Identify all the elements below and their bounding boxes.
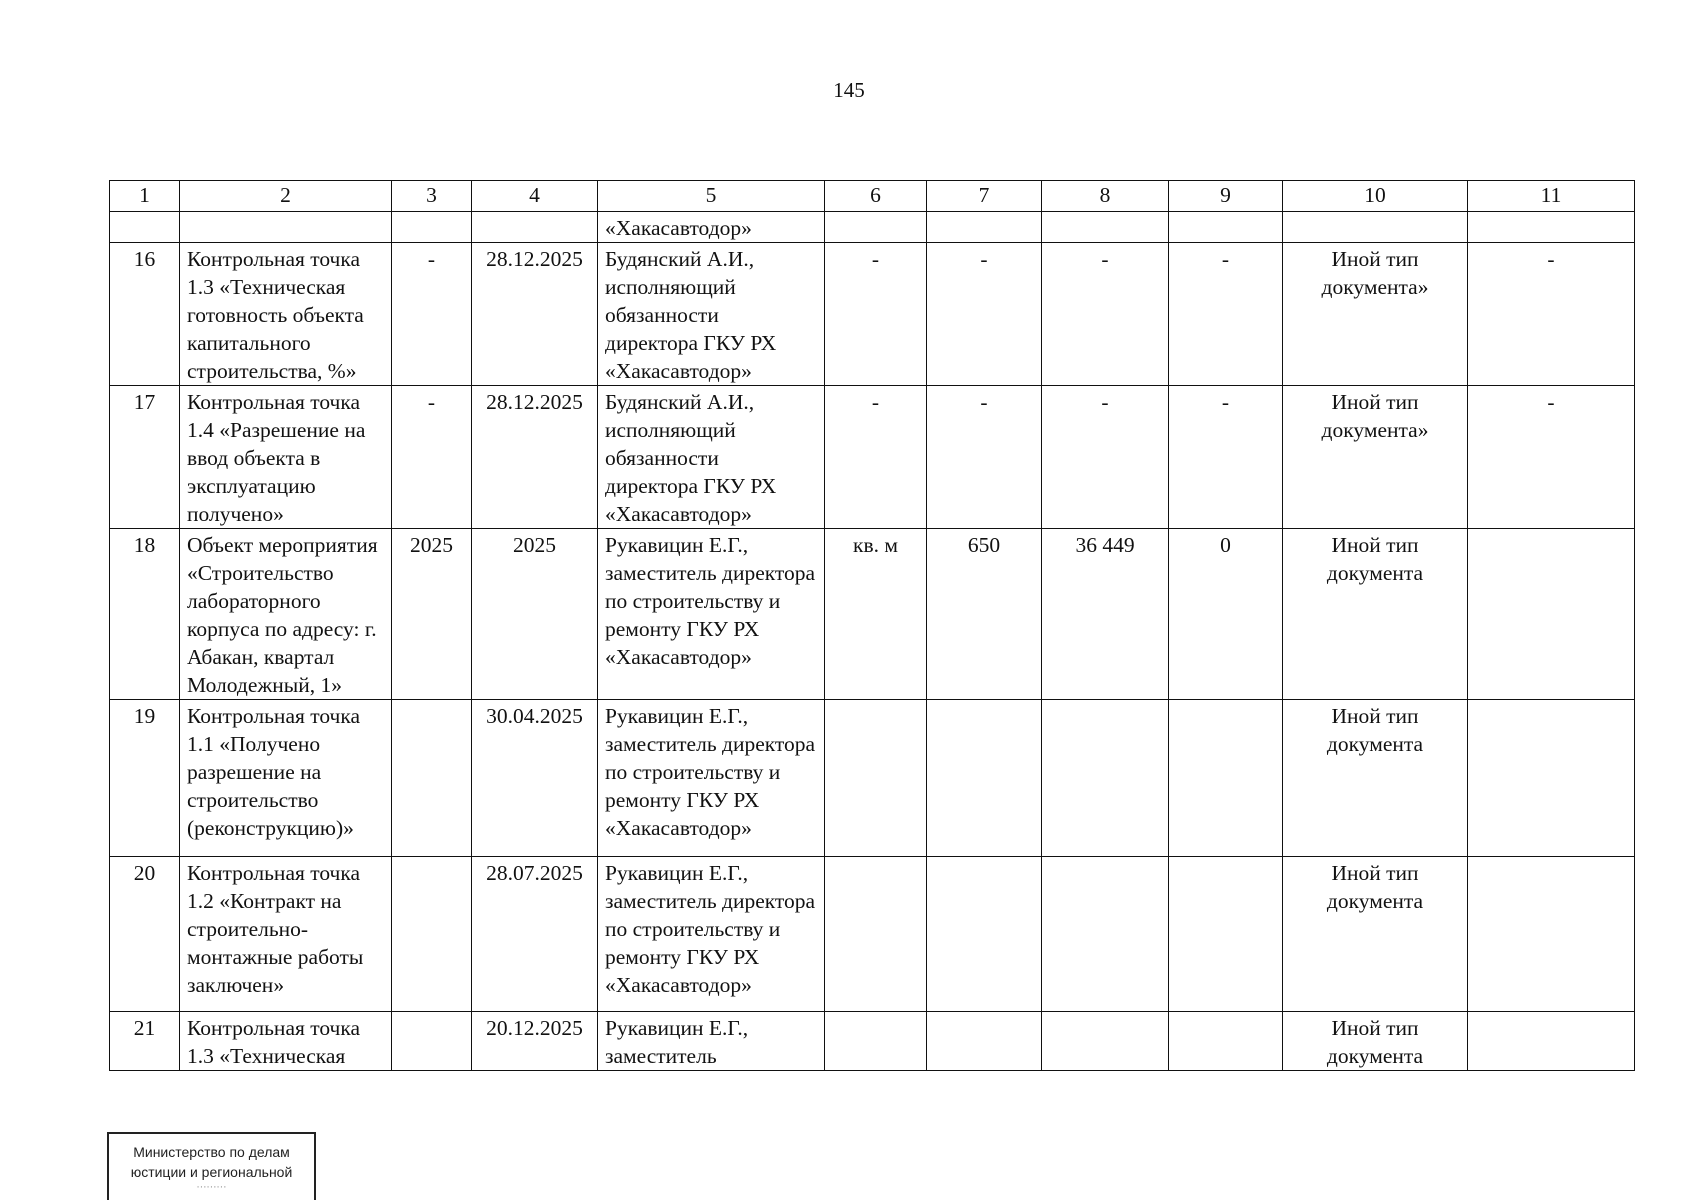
page-number: 145 — [833, 78, 865, 102]
table-cell: 18 — [110, 529, 180, 700]
table-cell — [825, 700, 927, 857]
table-cell: Иной тип документа — [1283, 529, 1468, 700]
table-row — [110, 529, 1635, 700]
col-header: 3 — [392, 181, 472, 212]
stamp-line: юстиции и региональной — [130, 1164, 293, 1180]
col-header: 1 — [110, 181, 180, 212]
table-cell: кв. м — [825, 529, 927, 700]
table-cell: 21 — [110, 1012, 180, 1071]
table-cell — [825, 212, 927, 243]
col-header: 5 — [598, 181, 825, 212]
table-cell: - — [825, 386, 927, 529]
table-cell: Рукавицин Е.Г., заместитель — [598, 1012, 825, 1071]
table-cell — [392, 700, 472, 857]
table-cell — [1468, 857, 1635, 1012]
table-cell — [927, 1012, 1042, 1071]
table-cell: 28.07.2025 — [472, 857, 598, 1012]
table-cell: Иной тип документа — [1283, 857, 1468, 1012]
table-row — [110, 857, 1635, 1012]
table-cell: Иной тип документа» — [1283, 243, 1468, 386]
col-header: 10 — [1283, 181, 1468, 212]
table-cell: - — [392, 243, 472, 386]
table-body — [110, 181, 1635, 1071]
table-cell — [1169, 212, 1283, 243]
col-header: 6 — [825, 181, 927, 212]
table-cell: - — [1042, 243, 1169, 386]
table-cell: Контрольная точка 1.1 «Получено разрешение на строительство (реконструкцию)» — [180, 700, 392, 857]
table-cell: 17 — [110, 386, 180, 529]
table-row — [110, 212, 1635, 243]
table-row — [110, 700, 1635, 857]
table-row — [110, 243, 1635, 386]
table-cell — [1283, 212, 1468, 243]
col-header: 9 — [1169, 181, 1283, 212]
table-cell: 28.12.2025 — [472, 243, 598, 386]
table-cell: Контрольная точка 1.2 «Контракт на строительно-монтажные работы заключен» — [180, 857, 392, 1012]
table-cell: 2025 — [392, 529, 472, 700]
col-header: 11 — [1468, 181, 1635, 212]
table-cell: Объект мероприятия «Строительство лабораторного корпуса по адресу: г. Абакан, квартал Молодежный, 1» — [180, 529, 392, 700]
table-cell: 19 — [110, 700, 180, 857]
table-cell: 16 — [110, 243, 180, 386]
table-cell — [180, 212, 392, 243]
table-cell — [1169, 1012, 1283, 1071]
table-cell: Контрольная точка 1.3 «Техническая — [180, 1012, 392, 1071]
table-cell: Рукавицин Е.Г., заместитель директора по строительству и ремонту ГКУ РХ «Хакасавтодор» — [598, 529, 825, 700]
table-cell: 28.12.2025 — [472, 386, 598, 529]
table-cell: 30.04.2025 — [472, 700, 598, 857]
table-cell: 20.12.2025 — [472, 1012, 598, 1071]
stamp-faint-line: ⋯⋯⋯ — [196, 1182, 227, 1193]
table-cell: 36 449 — [1042, 529, 1169, 700]
table-cell: Будянский А.И., исполняющий обязанности директора ГКУ РХ «Хакасавтодор» — [598, 386, 825, 529]
table-cell: - — [1468, 386, 1635, 529]
table-cell — [927, 700, 1042, 857]
table-cell — [472, 212, 598, 243]
table-cell — [1042, 212, 1169, 243]
table-row — [110, 1012, 1635, 1071]
table-cell: Контрольная точка 1.3 «Техническая готовность объекта капитального строительства, %» — [180, 243, 392, 386]
table-cell: - — [825, 243, 927, 386]
table-cell — [825, 1012, 927, 1071]
table-row — [110, 386, 1635, 529]
table-cell — [927, 212, 1042, 243]
table-cell: - — [927, 243, 1042, 386]
table-cell — [927, 857, 1042, 1012]
ministry-stamp — [107, 1132, 316, 1200]
table-cell — [1042, 700, 1169, 857]
stamp-line: Министерство по делам — [133, 1144, 290, 1160]
table-header-row — [110, 181, 1635, 212]
table-cell: Рукавицин Е.Г., заместитель директора по строительству и ремонту ГКУ РХ «Хакасавтодор» — [598, 700, 825, 857]
table-cell: Будянский А.И., исполняющий обязанности директора ГКУ РХ «Хакасавтодор» — [598, 243, 825, 386]
table-cell: Иной тип документа — [1283, 1012, 1468, 1071]
col-header: 4 — [472, 181, 598, 212]
table-cell — [1042, 857, 1169, 1012]
table-cell — [1468, 212, 1635, 243]
table-cell: 2025 — [472, 529, 598, 700]
table-cell — [1468, 1012, 1635, 1071]
table-cell — [825, 857, 927, 1012]
table-cell: 650 — [927, 529, 1042, 700]
col-header: 8 — [1042, 181, 1169, 212]
table-cell — [1468, 529, 1635, 700]
table-cell: 20 — [110, 857, 180, 1012]
table-cell — [1468, 700, 1635, 857]
table-cell — [1042, 1012, 1169, 1071]
table-cell: - — [1042, 386, 1169, 529]
table-cell — [392, 857, 472, 1012]
table-cell: Иной тип документа» — [1283, 386, 1468, 529]
table-cell — [392, 1012, 472, 1071]
table-cell: 0 — [1169, 529, 1283, 700]
table-cell: - — [1468, 243, 1635, 386]
table-cell: - — [1169, 386, 1283, 529]
table-cell: - — [927, 386, 1042, 529]
table-cell: «Хакасавтодор» — [598, 212, 825, 243]
table-cell: Иной тип документа — [1283, 700, 1468, 857]
table-cell — [1169, 857, 1283, 1012]
table-cell: - — [392, 386, 472, 529]
table-cell: Контрольная точка 1.4 «Разрешение на ввод объекта в эксплуатацию получено» — [180, 386, 392, 529]
table-cell: - — [1169, 243, 1283, 386]
table-cell: Рукавицин Е.Г., заместитель директора по строительству и ремонту ГКУ РХ «Хакасавтодор» — [598, 857, 825, 1012]
table-cell — [110, 212, 180, 243]
col-header: 2 — [180, 181, 392, 212]
table-cell — [392, 212, 472, 243]
col-header: 7 — [927, 181, 1042, 212]
table-cell — [1169, 700, 1283, 857]
data-table — [109, 180, 1635, 1071]
